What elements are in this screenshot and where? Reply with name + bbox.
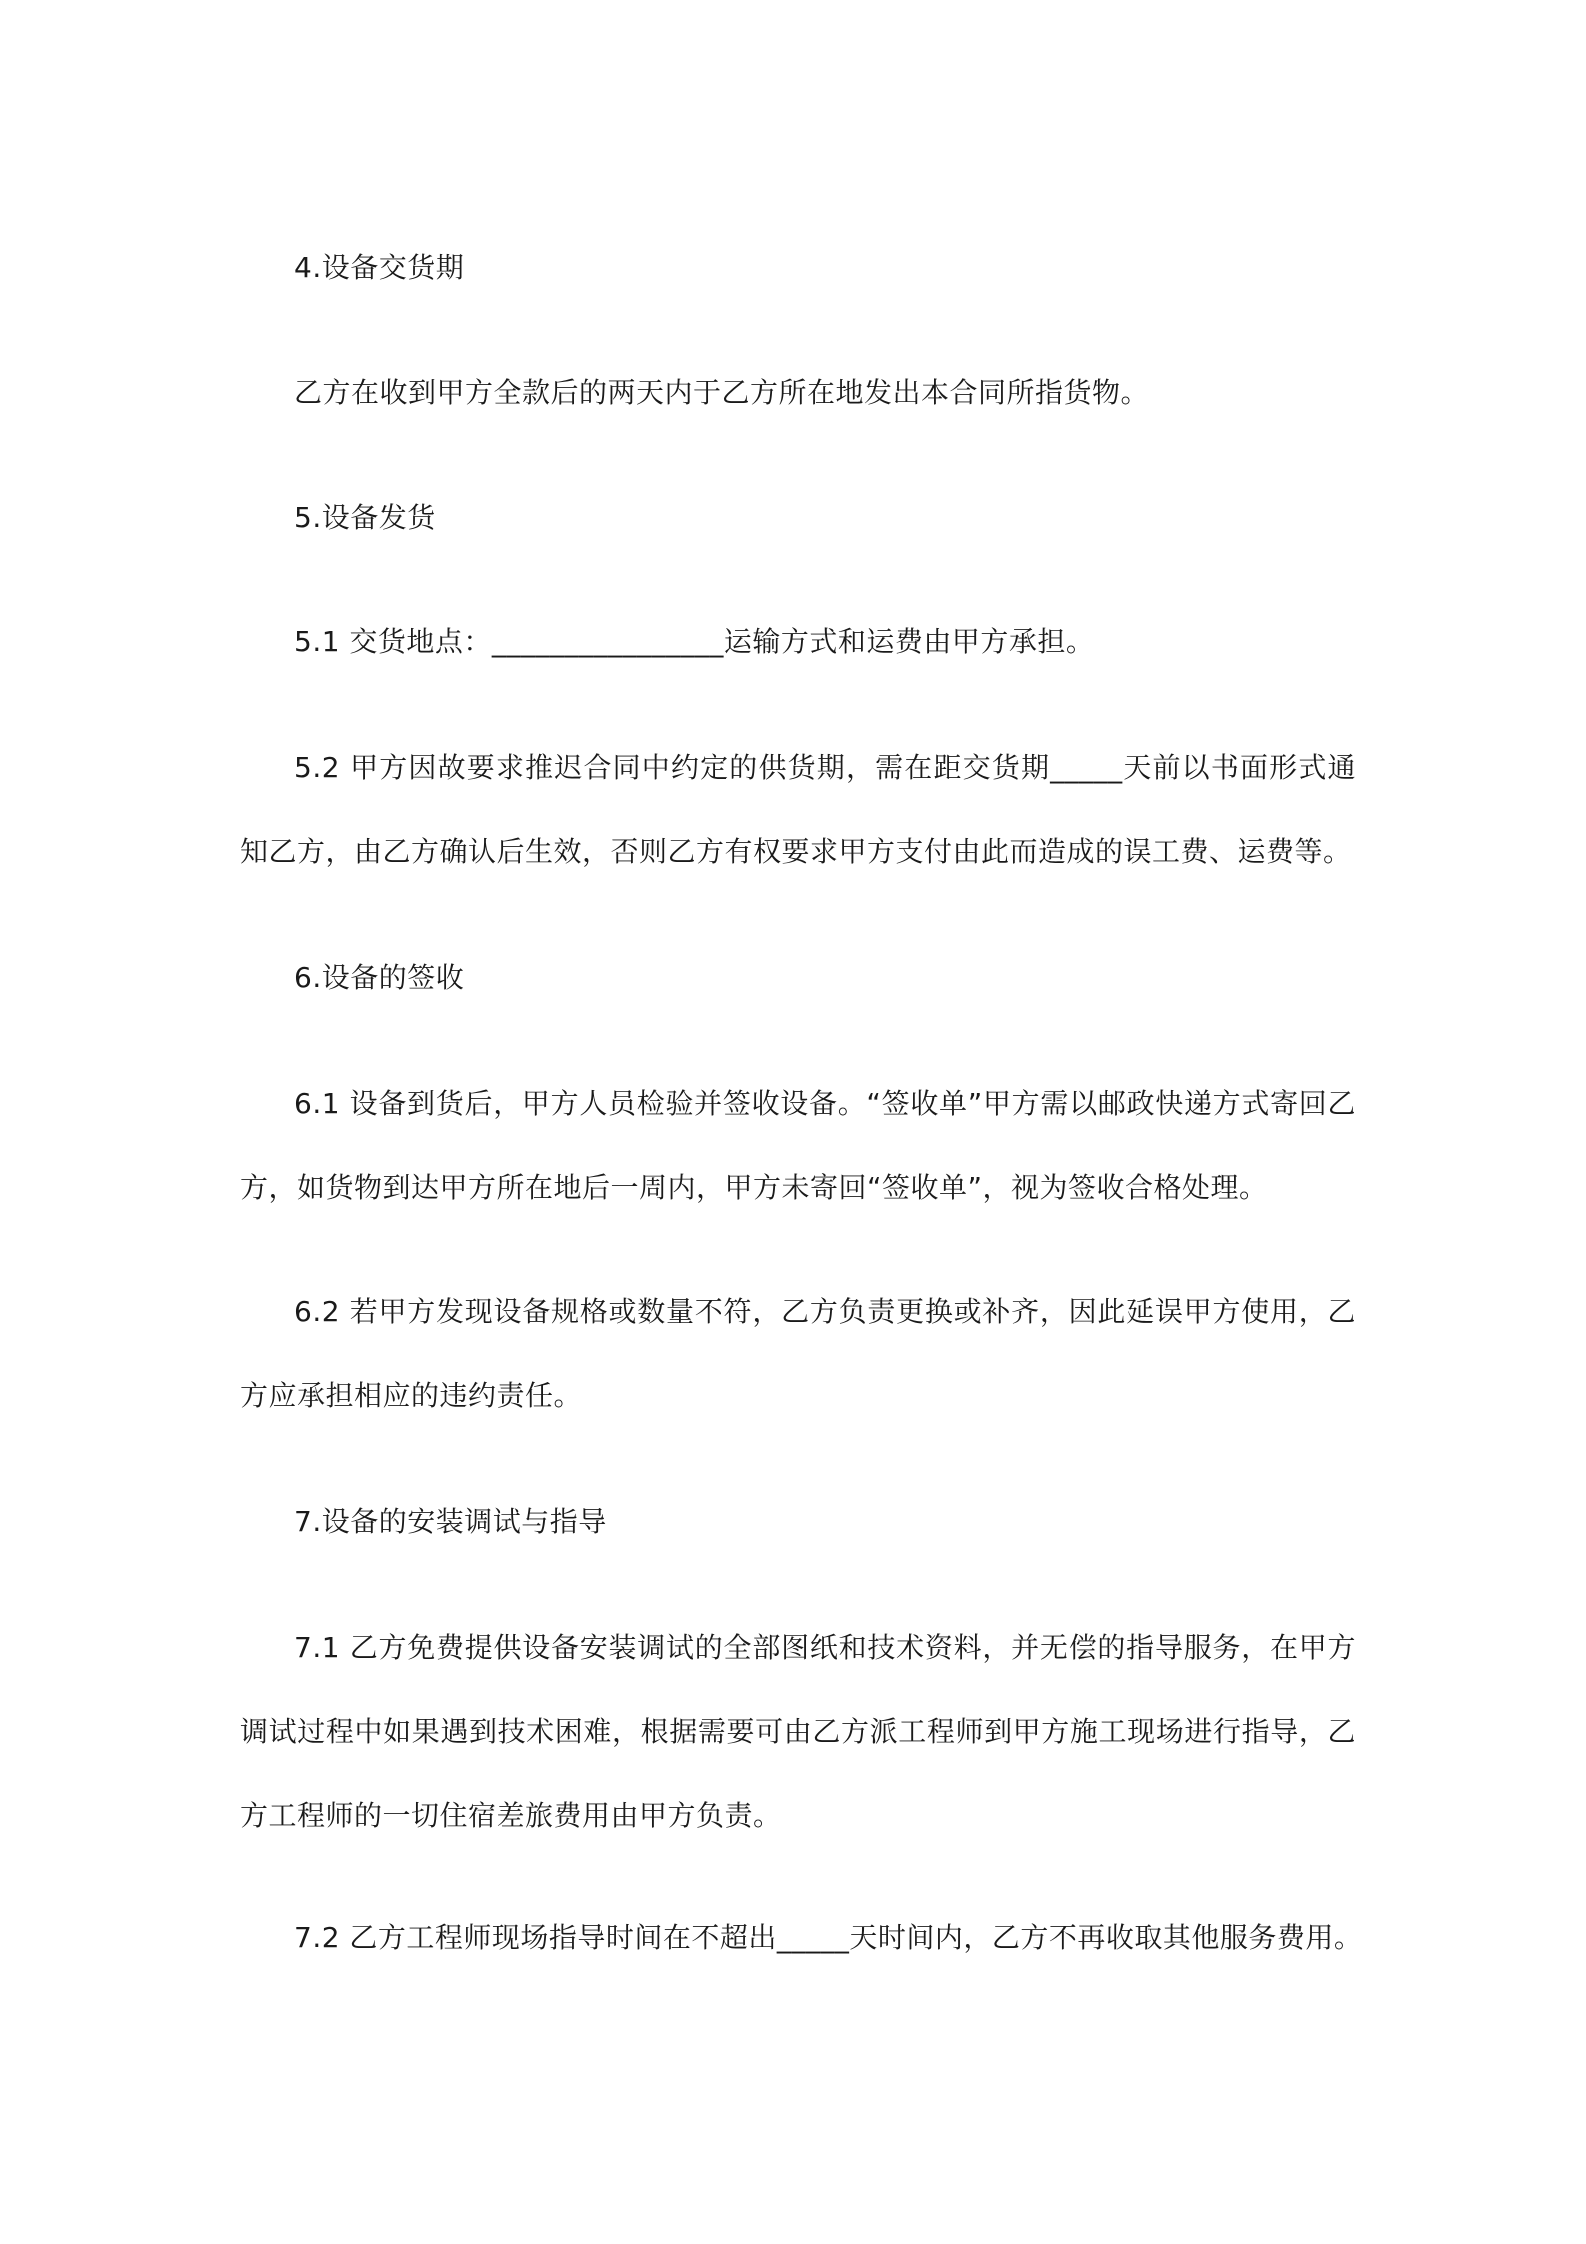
section-7-heading: 7.设备的安装调试与指导 (294, 1505, 607, 1538)
section-5-heading: 5.设备发货 (294, 501, 436, 534)
section-4-heading: 4.设备交货期 (294, 251, 465, 284)
clause-6-2: 6.2 若甲方发现设备规格或数量不符，乙方负责更换或补齐，因此延误甲方使用，乙方应承担相应的违约责任。 (240, 1295, 1356, 1412)
clause-7-2: 7.2 乙方工程师现场指导时间在不超出_____天时间内，乙方不再收取其他服务费用。 (294, 1921, 1363, 1954)
section-4-text: 乙方在收到甲方全款后的两天内于乙方所在地发出本合同所指货物。 (294, 376, 1150, 409)
clause-7-1: 7.1 乙方免费提供设备安装调试的全部图纸和技术资料，并无偿的指导服务，在甲方调试过程中如果遇到技术困难，根据需要可由乙方派工程师到甲方施工现场进行指导，乙方工程师的一切住宿差旅费用由甲方负责。 (240, 1631, 1356, 1832)
clause-6-1: 6.1 设备到货后，甲方人员检验并签收设备。“签收单”甲方需以邮政快递方式寄回乙方，如货物到达甲方所在地后一周内，甲方未寄回“签收单”，视为签收合格处理。 (240, 1087, 1356, 1204)
section-6-heading: 6.设备的签收 (294, 961, 465, 994)
clause-5-2: 5.2 甲方因故要求推迟合同中约定的供货期，需在距交货期_____天前以书面形式通知乙方，由乙方确认后生效，否则乙方有权要求甲方支付由此而造成的误工费、运费等。 (240, 751, 1356, 868)
clause-5-1: 5.1 交货地点：________________运输方式和运费由甲方承担。 (294, 625, 1095, 658)
